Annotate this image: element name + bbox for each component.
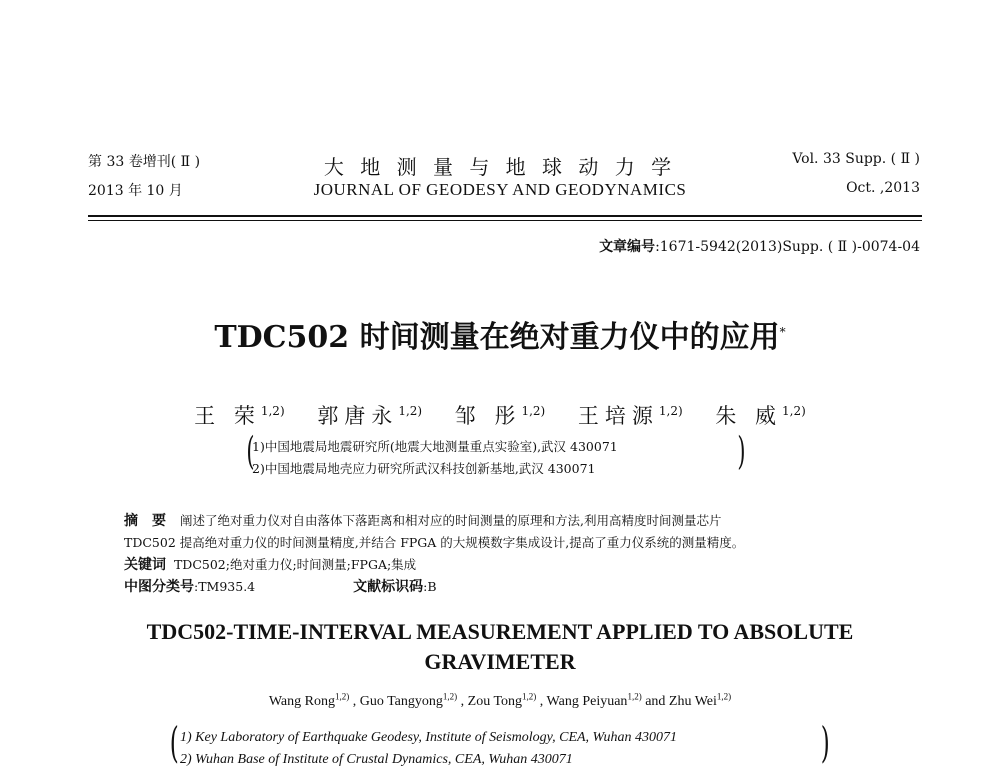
date-en: Oct. ,2013 (846, 180, 920, 196)
author-en: Guo Tangyong$^{1,2)}$ , (359, 691, 468, 709)
clc-value: :TM935.4 (194, 579, 256, 594)
affiliation-en-brace-right: ) (820, 718, 830, 767)
keywords-line (124, 554, 924, 576)
classification-line (124, 576, 924, 598)
author-en: Zou Tong$^{1,2)}$ , (467, 691, 547, 709)
volume-en: Vol. 33 Supp. ( Ⅱ ) (792, 151, 920, 167)
affiliation-brace-right: ) (737, 429, 746, 473)
affiliation-en-brace-left: ( (169, 718, 179, 767)
affiliations-cn (252, 436, 618, 480)
header-rule-thin (88, 220, 922, 221)
abstract-label: 摘要 (124, 513, 180, 529)
abstract-block (124, 510, 924, 598)
author-cn: 王培源$^{1,2)}$ (577, 404, 683, 428)
clc-label: 中图分类号 (124, 579, 194, 595)
keywords-label: 关键词 (124, 557, 166, 573)
paper-title-en-line2: GRAVIMETER (424, 649, 576, 674)
paper-title-cn-text: TDC502 时间测量在绝对重力仪中的应用 (214, 320, 780, 355)
volume-issue: 第 33 卷增刊( Ⅱ ) (88, 154, 201, 170)
affiliation-brace-left: ( (246, 429, 255, 473)
authors-en (0, 691, 1000, 710)
doc-code-value: :B (423, 579, 437, 594)
affiliation-cn-2: 2)中国地震局地壳应力研究所武汉科技创新基地,武汉 430071 (252, 461, 596, 476)
affiliations-en (180, 727, 677, 771)
affiliation-en-2: 2) Wuhan Base of Institute of Crustal Dynamics, CEA, Wuhan 430071 (180, 752, 573, 767)
author-cn: 朱 威$^{1,2)}$ (715, 404, 806, 428)
header-rule-thick (88, 215, 922, 217)
author-en: Zhu Wei$^{1,2)}$ (668, 691, 732, 709)
author-cn: 邹 彤$^{1,2)}$ (454, 404, 546, 428)
publication-date: 2013 年 10 月 (88, 183, 183, 199)
journal-title-en: JOURNAL OF GEODESY AND GEODYNAMICS (313, 180, 687, 199)
article-number-value: :1671-5942(2013)Supp. ( Ⅱ )-0074-04 (655, 239, 920, 255)
affiliation-en-1: 1) Key Laboratory of Earthquake Geodesy, Institute of Seismology, CEA, Wuhan 430071 (180, 730, 677, 745)
article-number (599, 236, 920, 256)
journal-title-cn: 大 地 测 量 与 地 球 动 力 学 (323, 155, 677, 179)
doc-code-label: 文献标识码 (353, 579, 424, 595)
title-footnote-marker: * (779, 325, 786, 339)
abstract-line (124, 510, 924, 532)
affiliation-cn-1: 1)中国地震局地震研究所(地震大地测量重点实验室),武汉 430071 (252, 439, 618, 454)
abstract-text-1: 阐述了绝对重力仪对自由落体下落距离和相对应的时间测量的原理和方法,利用高精度时间测量芯片 (180, 513, 722, 528)
article-number-label: 文章编号 (599, 239, 656, 255)
authors-cn (0, 400, 1000, 430)
paper-title-en-line1: TDC502-TIME-INTERVAL MEASUREMENT APPLIED TO ABSOLUTE (146, 619, 854, 644)
author-cn: 王 荣$^{1,2)}$ (194, 404, 285, 428)
abstract-text-2: TDC502 提高绝对重力仪的时间测量精度,并结合 FPGA 的大规模数字集成设计,提高了重力仪系统的测量精度。 (124, 535, 745, 550)
keywords-value: TDC502;绝对重力仪;时间测量;FPGA;集成 (173, 557, 417, 572)
author-en: Wang Rong$^{1,2)}$ , (268, 691, 360, 709)
paper-title-cn (0, 312, 1000, 356)
author-en: Wang Peiyuan$^{1,2)}$ and (546, 691, 669, 709)
author-cn: 郭唐永$^{1,2)}$ (317, 404, 423, 428)
paper-title-en (0, 617, 1000, 677)
